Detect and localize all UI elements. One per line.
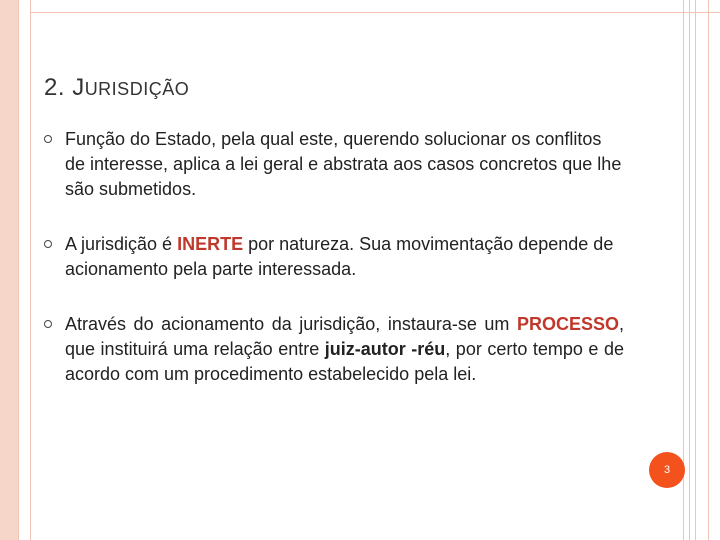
bold-juiz-autor-reu: juiz-autor -réu	[324, 339, 446, 359]
slide-title	[44, 74, 189, 102]
right-frame-line	[708, 0, 709, 540]
right-frame-line	[683, 0, 684, 540]
bullet-text: Função do Estado, pela qual este, querendo solucionar os conflitos de interesse, aplica a lei geral e abstrata aos casos concretos que lhe são submetidos.	[65, 129, 622, 199]
bullet-item	[44, 232, 624, 282]
bullet-text-pre: Através do acionamento da jurisdição, instaura-se um	[65, 314, 517, 334]
bullet-circle-icon	[44, 240, 52, 248]
page-number: 3	[663, 464, 671, 476]
highlight-inerte: INERTE	[177, 234, 244, 254]
bullet-text-post: , por certo tempo e de acordo com um procedimento estabelecido pela lei.	[65, 339, 624, 384]
bullet-text-pre: A jurisdição é	[65, 234, 178, 254]
bullet-circle-icon	[44, 320, 52, 328]
left-decorative-band	[0, 0, 19, 540]
title-initial: J	[72, 74, 85, 101]
page-number-badge	[649, 452, 685, 488]
bullet-item	[44, 312, 624, 387]
bullet-circle-icon	[44, 135, 52, 143]
title-rest: URISDIÇÃO	[84, 79, 190, 99]
highlight-processo: PROCESSO	[516, 314, 619, 334]
title-number: 2.	[44, 74, 73, 101]
bullet-text-mid: , que instituirá uma relação entre	[65, 314, 624, 359]
top-frame-line	[30, 0, 720, 13]
left-frame-line	[30, 0, 31, 540]
bullet-text-post: por natureza. Sua movimentação depende de acionamento pela parte interessada.	[65, 234, 614, 279]
bullet-list	[44, 127, 624, 417]
right-frame-line	[695, 0, 696, 540]
bullet-item	[44, 127, 624, 202]
right-frame-line	[689, 0, 690, 540]
